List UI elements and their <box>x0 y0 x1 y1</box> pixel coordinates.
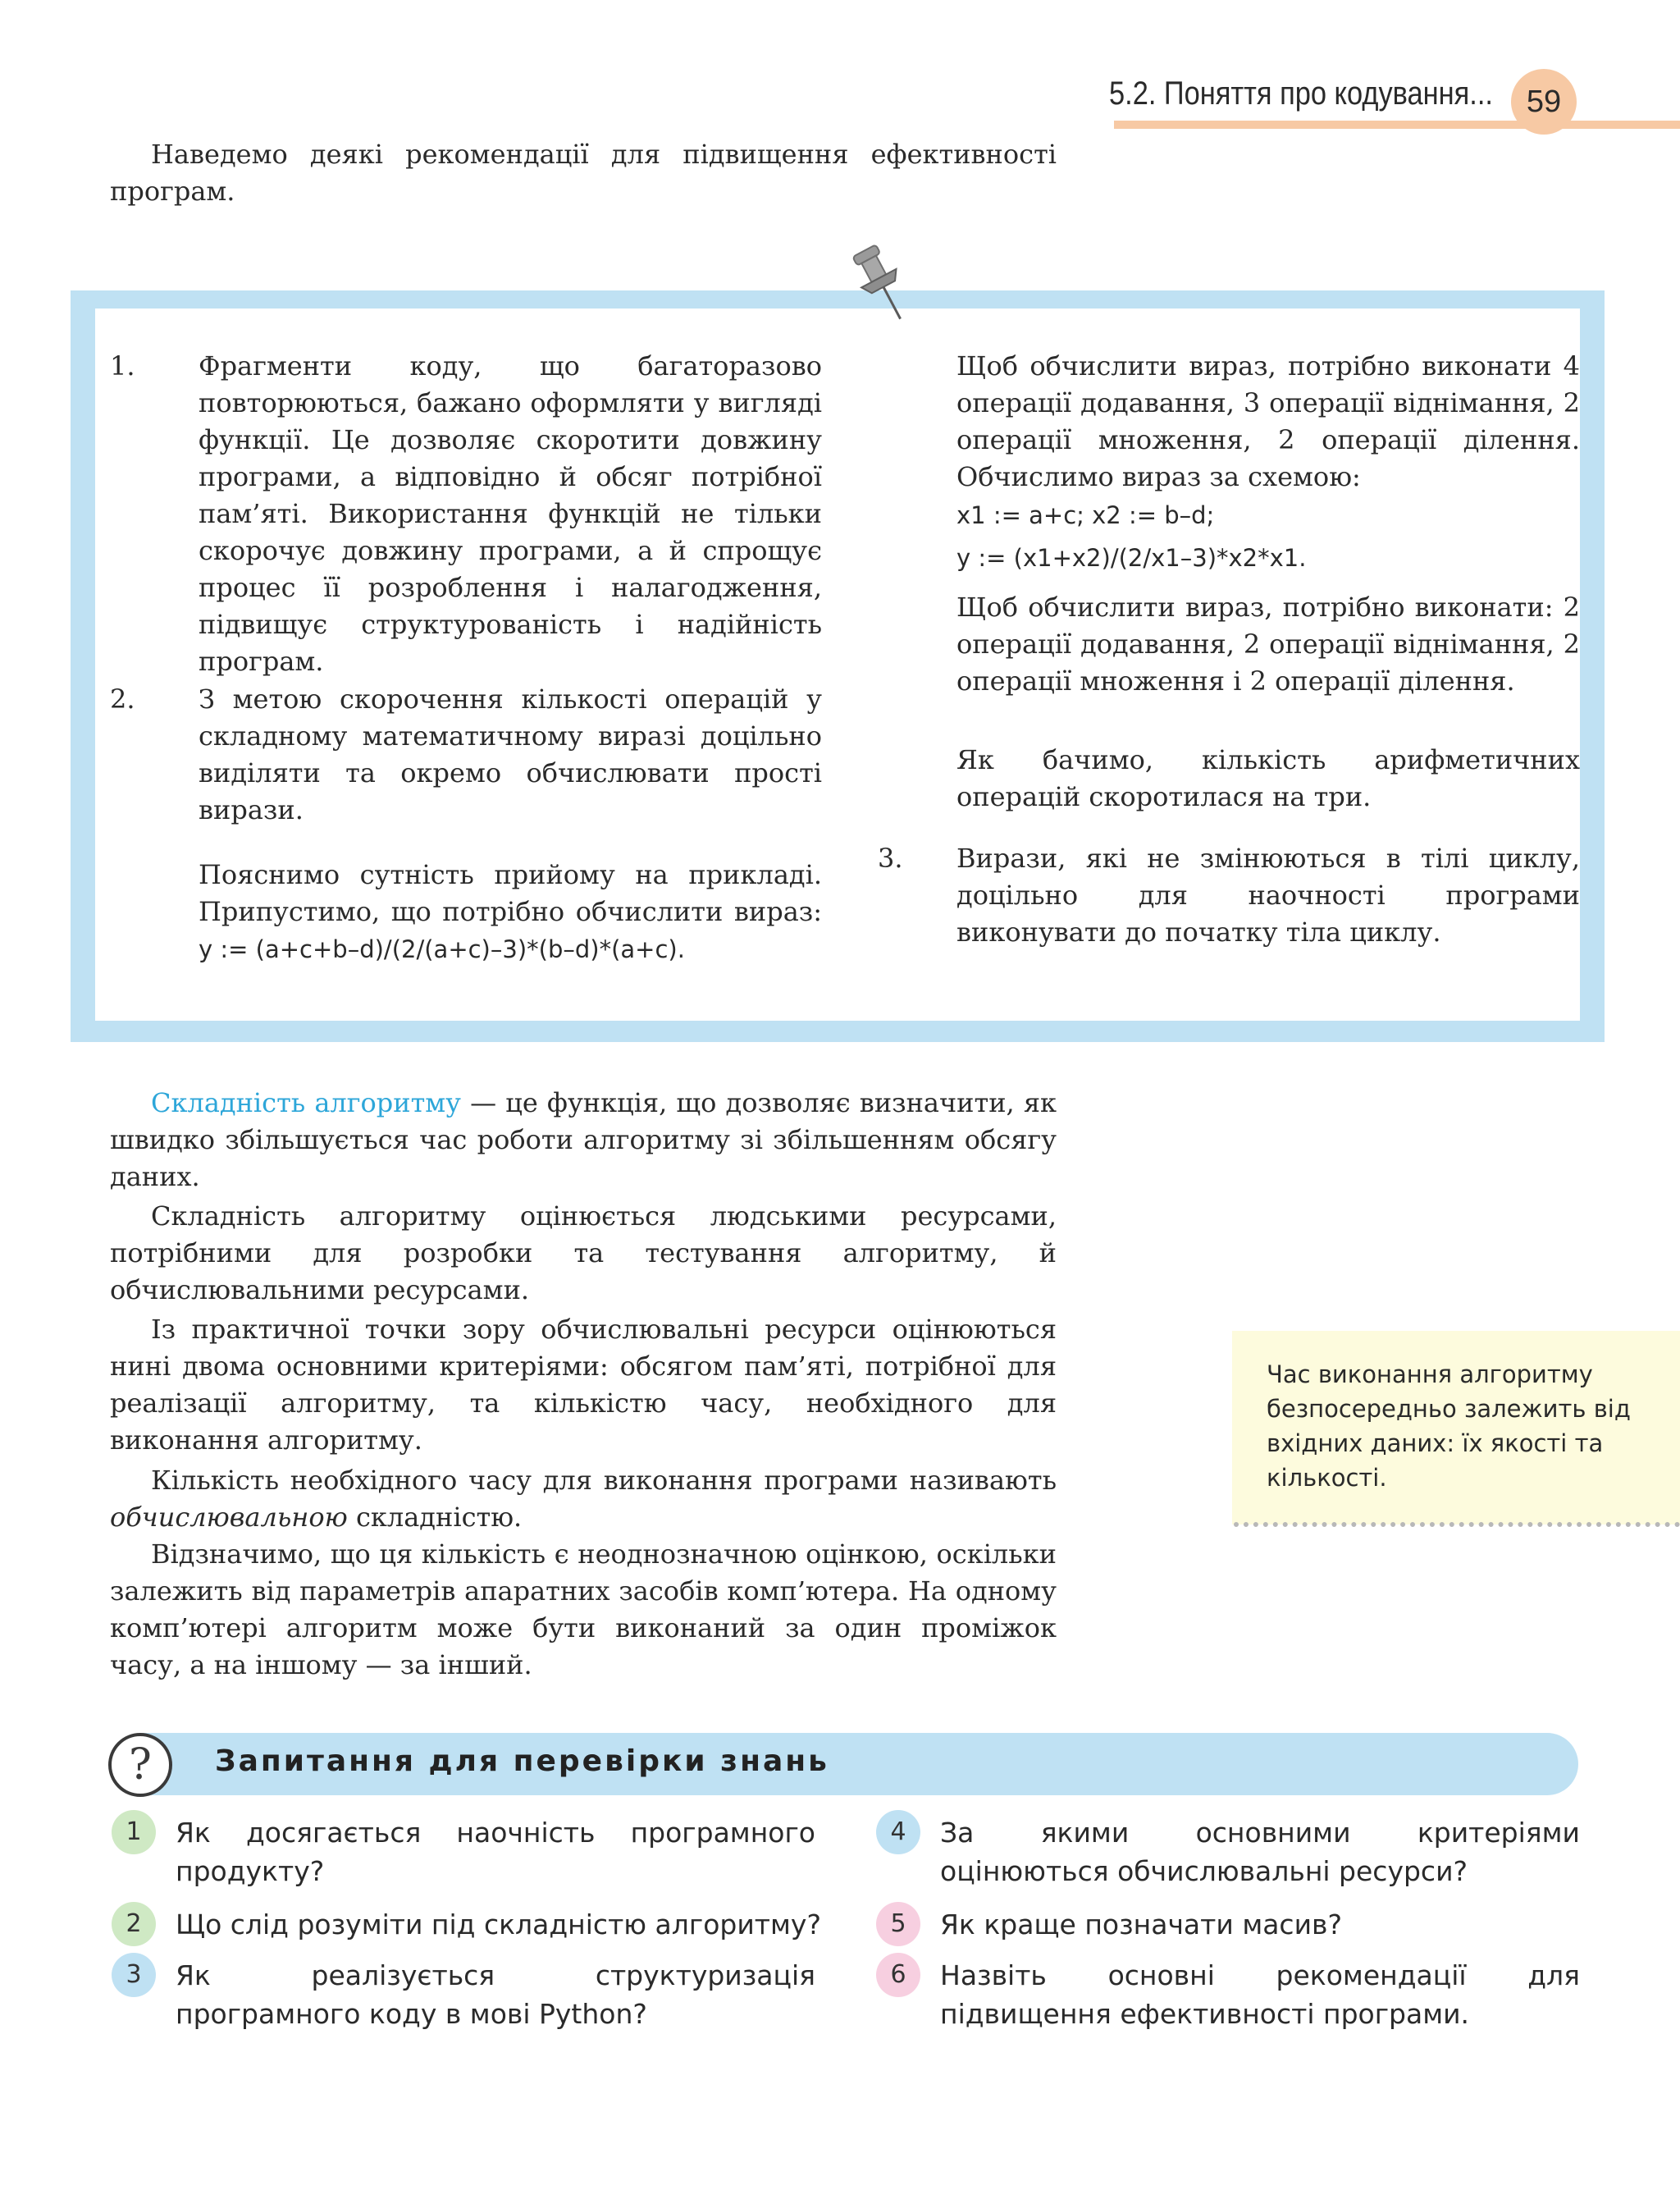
paragraph <box>110 1462 1057 1536</box>
italic-term: обчислювальною <box>110 1502 348 1533</box>
tip-1-text: Фрагменти коду, що багаторазово повторюються, бажано оформляти у вигляді функції. Це дозволяє скоротити довжину програми, а відповідно й обсяг потрібної пам’яті. Використання функцій не тільки скорочує довжину програми, а й спрощує процес її розроблення і налагодження, підвищує структурованість і надійність програм. <box>199 350 822 677</box>
question-1: Як досягається наочність програмного продукту? <box>176 1817 815 1887</box>
count-before: Щоб обчислити вираз, потрібно виконати 4 операції додавання, 3 операції віднімання, 2 операції множення, 2 операції ділення. Обчислимо вираз за схемою: <box>956 350 1580 492</box>
question-number-5: 5 <box>876 1902 920 1946</box>
tip-3-text: Вирази, які не змінюються в тілі циклу, доцільно для наочності програми виконувати до початку тіла циклу. <box>956 843 1580 948</box>
header-rule <box>1114 121 1680 129</box>
questions-title: Запитання для перевірки знань <box>215 1744 829 1778</box>
question-4: За якими основними критеріями оцінюються обчислювальні ресурси? <box>940 1817 1580 1887</box>
term-algorithm-complexity: Складність алгоритму <box>151 1087 461 1118</box>
text: Кількість необхідного часу для виконання програми називають <box>151 1465 1057 1496</box>
paragraph: Відзначимо, що ця кількість є неоднозначною оцінкою, оскільки залежить від параметрів апаратних засобів комп’ютера. На одному комп’ютері алгоритм може бути виконаний за один проміжок часу, а на іншому — за інший. <box>110 1538 1057 1680</box>
question-number-1: 1 <box>112 1810 156 1854</box>
question-number-2: 2 <box>112 1902 156 1946</box>
side-note: Час виконання алгоритму безпосередньо залежить від вхідних даних: їх якості та кількості. <box>1232 1331 1680 1524</box>
tips-box <box>71 290 1605 1042</box>
question-mark-icon: ? <box>108 1733 172 1797</box>
definition-text: — це функція, що дозволяє визначити, як швидко збільшується час роботи алгоритму зі збільшенням обсягу даних. <box>110 1087 1057 1192</box>
scheme-line-2: y := (x1+x2)/(2/x1–3)*x2*x1. <box>956 544 1307 572</box>
text: складністю. <box>347 1502 523 1533</box>
tip-number: 1. <box>110 350 135 382</box>
tip-2-example <box>199 857 822 968</box>
definition-paragraph <box>110 1085 1057 1195</box>
question-6: Назвіть основні рекомендації для підвищення ефективності програми. <box>940 1959 1580 2030</box>
example-text: Пояснимо сутність прийому на прикладі. Припустимо, що потрібно обчислити вираз: <box>199 859 822 927</box>
question-2: Що слід розуміти під складністю алгоритму? <box>176 1908 821 1940</box>
paragraph: Складність алгоритму оцінюється людськими ресурсами, потрібними для розробки та тестування алгоритму, й обчислювальними ресурсами. <box>110 1200 1057 1305</box>
intro-paragraph: Наведемо деякі рекомендації для підвищення ефективності програм. <box>110 139 1057 207</box>
question-5: Як краще позначати масив? <box>940 1908 1342 1940</box>
conclusion: Як бачимо, кількість арифметичних операцій скоротилася на три. <box>956 744 1580 812</box>
question-3: Як реалізується структуризація програмного коду в мові Python? <box>176 1959 815 2030</box>
side-note-divider <box>1234 1522 1680 1527</box>
question-number-4: 4 <box>876 1810 920 1854</box>
scheme-line-1: x1 := a+c; x2 := b–d; <box>956 501 1215 529</box>
question-number-3: 3 <box>112 1953 156 1997</box>
pushpin-icon <box>851 243 914 328</box>
paragraph: Із практичної точки зору обчислювальні ресурси оцінюються нині двома основними критеріями: обсягом пам’яті, потрібної для реалізації алгоритму, та кількістю часу, необхідного для виконання алгоритму. <box>110 1314 1057 1456</box>
section-title: 5.2. Поняття про кодування... <box>1109 75 1493 112</box>
tip-2-text: З метою скорочення кількості операцій у складному математичному виразі доцільно виділяти та окремо обчислювати прості вирази. <box>199 683 822 825</box>
question-number-6: 6 <box>876 1953 920 1997</box>
tip-number: 3. <box>878 843 903 874</box>
example-formula: y := (a+c+b–d)/(2/(a+c)–3)*(b–d)*(a+c). <box>199 935 685 963</box>
count-after: Щоб обчислити вираз, потрібно виконати: 2 операції додавання, 2 операції віднімання, 2 операції множення і 2 операції ділення. <box>956 592 1580 697</box>
page-number: 59 <box>1511 69 1577 135</box>
tip-number: 2. <box>110 683 135 715</box>
